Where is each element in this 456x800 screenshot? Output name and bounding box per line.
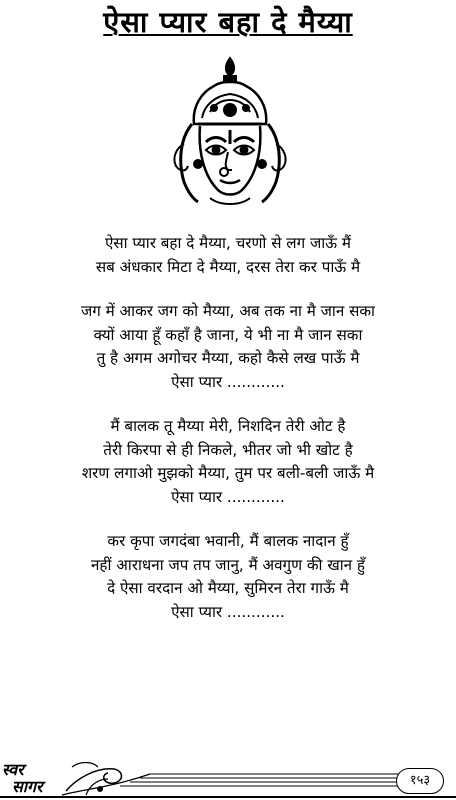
page-number: १५३ xyxy=(396,768,444,794)
lyric-line: मैं बालक तू मैय्या मेरी, निशदिन तेरी ओट है xyxy=(110,417,346,435)
music-staff-ornament xyxy=(0,755,456,800)
lyric-line: दे ऐसा वरदान ओ मैय्या, सुमिरन तेरा गाऊँ मै xyxy=(107,579,349,597)
lyric-line: कर कृपा जगदंबा भवानी, मैं बालक नादान हुँ xyxy=(107,532,349,550)
footer-logo xyxy=(2,761,43,795)
lyric-line: तेरी किरपा से ही निकले, भीतर जो भी खोट है xyxy=(103,440,353,459)
stanza-2 xyxy=(0,300,456,394)
stanza-4 xyxy=(0,530,456,624)
lyrics xyxy=(0,232,456,645)
page-footer xyxy=(0,755,456,800)
refrain-line: ऐसा प्यार ............ xyxy=(171,372,285,391)
lyric-line: क्यों आया हूँ कहाँ है जाना, ये भी ना मै जान सका xyxy=(93,325,363,344)
footer-logo-line1: स्वर xyxy=(2,760,24,779)
page-title: ऐसा प्यार बहा दे मैय्या xyxy=(103,5,353,39)
footer-logo-line2: सागर xyxy=(12,777,43,796)
refrain-line: ऐसा प्यार ............ xyxy=(171,602,285,621)
lyric-line: नहीं आराधना जप तप जानु, मैं अवगुण की खान हुँ xyxy=(91,555,365,574)
lyric-line: जग में आकर जग को मैय्या, अब तक ना मै जान सका xyxy=(81,302,375,320)
goddess-face-illustration xyxy=(162,52,298,210)
lyric-line: तु है अगम अगोचर मैय्या, कहो कैसे लख पाऊँ मै xyxy=(96,349,360,367)
lyric-line: ऐसा प्यार बहा दे मैय्या, चरणो से लग जाऊँ मैं xyxy=(104,234,352,252)
stanza-3 xyxy=(0,415,456,509)
stanza-1 xyxy=(0,232,456,279)
lyric-line: शरण लगाओ मुझको मैय्या, तुम पर बली-बली जाऊँ मै xyxy=(81,464,375,482)
lyric-line: सब अंधकार मिटा दे मैय्या, दरस तेरा कर पाऊँ मै xyxy=(95,257,361,276)
refrain-line: ऐसा प्यार ............ xyxy=(171,487,285,506)
